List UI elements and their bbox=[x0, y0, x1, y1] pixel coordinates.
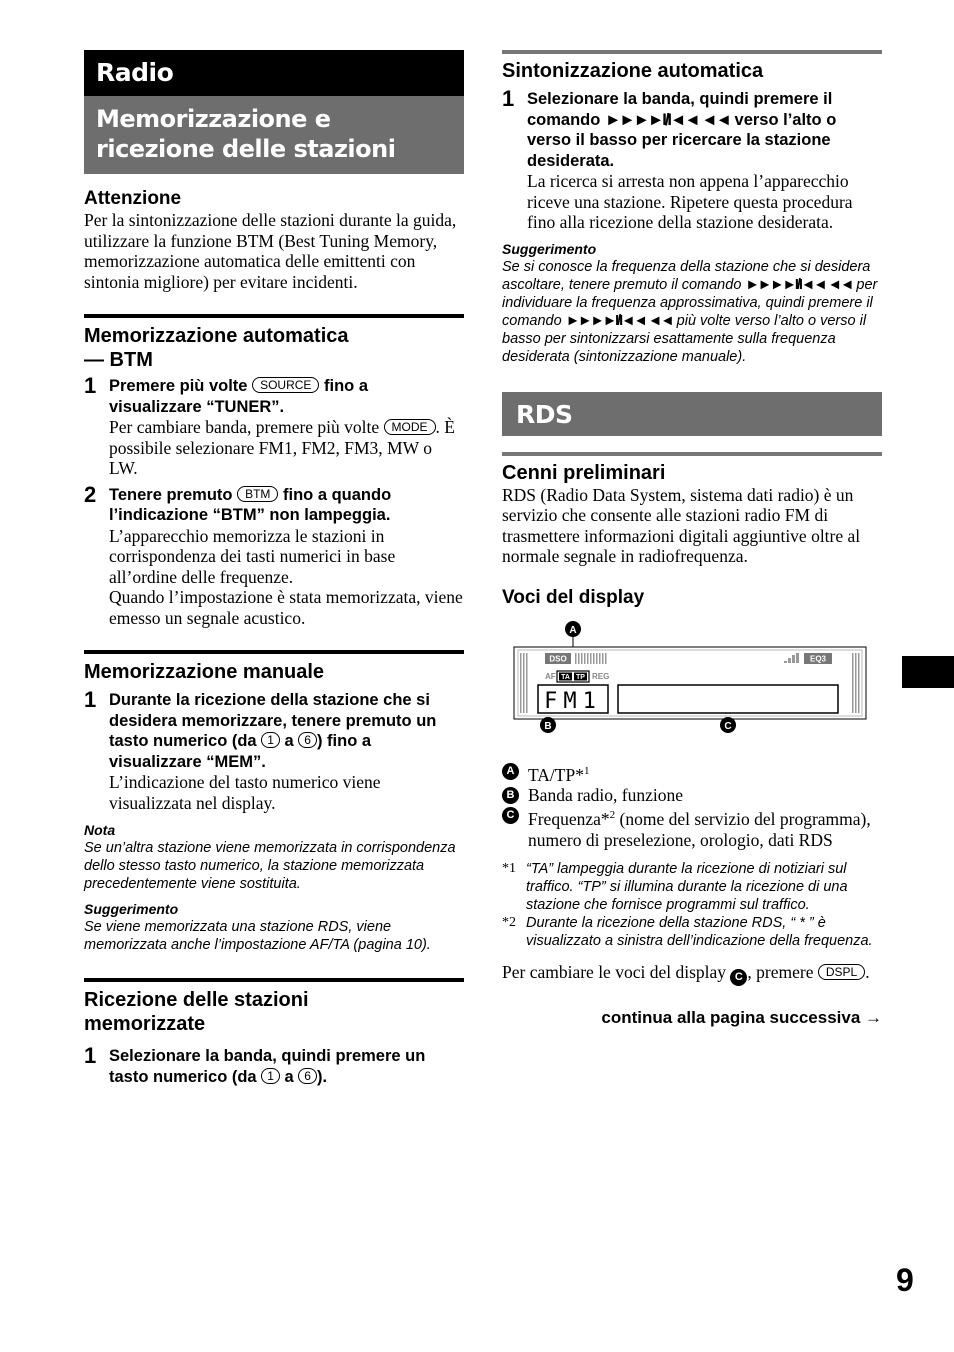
step-number: 1 bbox=[502, 86, 515, 111]
seek-symbol: ►►►►I/I◄◄ ◄◄ bbox=[604, 110, 730, 129]
legend-mark: C bbox=[502, 807, 519, 824]
ricezione-heading-line1: Ricezione delle stazioni bbox=[84, 989, 309, 1011]
source-key: SOURCE bbox=[252, 377, 319, 393]
voci-heading: Voci del display bbox=[502, 586, 645, 608]
ricezione-heading-line2: memorizzate bbox=[84, 1013, 206, 1035]
btm-key: BTM bbox=[237, 486, 278, 502]
sint-heading: Sintonizzazione automatica bbox=[502, 60, 764, 82]
key-1: 1 bbox=[261, 732, 280, 748]
step-number: 2 bbox=[84, 481, 97, 507]
section-title: Memorizzazione e ricezione delle stazioni bbox=[84, 96, 464, 174]
marker-a: A bbox=[569, 624, 577, 636]
btm-heading-line1: Memorizzazione automatica bbox=[84, 325, 349, 347]
nota-title: Nota bbox=[84, 822, 116, 838]
footnote-1: *1 “TA” lampeggia durante la ricezione di notiziari sul traffico. “TP” si illumina durante la ricezione di una stazione che fornisce programmi sul traffico. bbox=[502, 861, 848, 914]
step-body: Per cambiare banda, premere più volte MODE . È possibile selezionare FM1, FM2, FM3, MW o LW. bbox=[109, 417, 455, 478]
manuale-step-1 bbox=[84, 687, 464, 813]
step-heading: Tenere premuto BTM fino a quando l’indicazione “BTM” non lampeggia. bbox=[109, 485, 392, 524]
cenni-heading: Cenni preliminari bbox=[502, 461, 666, 484]
right-column bbox=[502, 50, 882, 1028]
eq3-label: EQ3 bbox=[809, 654, 827, 663]
sint-sugg-text: Se si conosce la frequenza della stazione che si desidera ascoltare, tenere premuto il comando ►►►►I/I◄◄ ◄◄ per individuare la frequenza approssimativa, quindi premere il comando ►►►►I/I◄◄ ◄◄ più volte verso l’alto o verso il basso per sintonizzarsi esattamente sulla frequenza desiderata (sintonizzazione manuale). bbox=[502, 258, 878, 365]
attenzione-heading: Attenzione bbox=[84, 188, 182, 209]
legend-item-c: C Frequenza*$^2$ (nome del servizio del programma), numero di preselezione, orologio, dati RDS bbox=[502, 805, 882, 850]
step-number: 1 bbox=[84, 373, 97, 398]
btm-step-2 bbox=[84, 481, 464, 629]
step-number: 1 bbox=[84, 1043, 97, 1068]
sint-step-1 bbox=[502, 86, 882, 233]
tp-label: TP bbox=[576, 673, 585, 681]
page-number: 9 bbox=[896, 1262, 914, 1298]
step-heading: Selezionare la banda, quindi premere un tasto numerico (da 1 a 6 ). bbox=[109, 1047, 426, 1086]
marker-b: B bbox=[544, 720, 552, 732]
step-number: 1 bbox=[84, 687, 97, 712]
nota-text: Se un’altra stazione viene memorizzata in corrispondenza dello stesso tasto numerico, la stazione memorizzata precedentemente viene sostituita. bbox=[84, 840, 456, 892]
step-heading: Selezionare la banda, quindi premere il comando ►►►►I/I◄◄ ◄◄ verso l’alto o verso il basso per ricercare la stazione desiderata. bbox=[527, 90, 837, 170]
band-label: FM1 bbox=[544, 688, 602, 714]
step-body: La ricerca si arresta non appena l’apparecchio riceve una stazione. Ripetere questa procedura fino alla ricezione della stazione desiderata. bbox=[527, 171, 853, 232]
marker-c: C bbox=[724, 720, 732, 732]
radio-title: Radio bbox=[84, 50, 464, 96]
display-illustration bbox=[502, 615, 882, 759]
btm-heading-line2: — BTM bbox=[84, 349, 153, 371]
mode-key: MODE bbox=[384, 419, 436, 435]
footnote-2: *2 Durante la ricezione della stazione RDS, “ * ” è visualizzato a sinistra dell’indicazione della frequenza. bbox=[502, 915, 873, 950]
step-heading: Durante la ricezione della stazione che si desidera memorizzare, tenere premuto un tasto numerico (da 1 a 6 ) fino a visualizzare “MEM”. bbox=[109, 691, 437, 771]
key-1: 1 bbox=[261, 1068, 280, 1084]
manuale-heading: Memorizzazione manuale bbox=[84, 661, 325, 683]
step-heading: Premere più volte SOURCE fino a visualizzare “TUNER”. bbox=[109, 377, 369, 416]
legend-mark: B bbox=[502, 787, 519, 804]
sugg-text: Se viene memorizzata una stazione RDS, viene memorizzata anche l’impostazione AF/TA (pagina 10). bbox=[84, 919, 431, 953]
continue-next-page: continua alla pagina successiva → bbox=[601, 1008, 882, 1028]
step-body-2: Quando l’impostazione è stata memorizzata, viene emesso un segnale acustico. bbox=[109, 587, 463, 628]
sugg-title: Suggerimento bbox=[84, 901, 179, 917]
rds-title: RDS bbox=[502, 392, 882, 436]
legend-mark: A bbox=[502, 763, 519, 780]
sint-sugg-title: Suggerimento bbox=[502, 240, 597, 257]
step-body-1: L’apparecchio memorizza le stazioni in corrispondenza dei tasti numerici in base all’ordine delle frequenze. bbox=[109, 525, 396, 587]
legend-item-b: B Banda radio, funzione bbox=[502, 785, 882, 806]
legend-mark-inline: C bbox=[730, 969, 747, 986]
btm-step-1 bbox=[84, 373, 464, 479]
key-6: 6 bbox=[298, 732, 317, 748]
af-label: AF bbox=[545, 671, 556, 681]
cenni-text: RDS (Radio Data System, sistema dati radio) è un servizio che consente alle stazioni radio FM di trasmettere informazioni digitali aggiuntive oltre al normale segnale in radiofrequenza. bbox=[502, 484, 861, 566]
display-diagram bbox=[502, 615, 882, 759]
side-tab-marker bbox=[902, 656, 954, 688]
ricezione-step-1 bbox=[84, 1043, 464, 1087]
dso-label: DSO bbox=[549, 654, 567, 663]
legend-item-a: A TA/TP*$^1$ bbox=[502, 761, 882, 785]
btm-heading bbox=[84, 324, 464, 372]
change-display-text: Per cambiare le voci del display C , premere DSPL . bbox=[502, 962, 882, 986]
key-6: 6 bbox=[298, 1068, 317, 1084]
step-body: L’indicazione del tasto numerico viene visualizzata nel display. bbox=[109, 772, 381, 813]
reg-label: REG bbox=[592, 671, 610, 681]
ricezione-heading bbox=[84, 988, 464, 1036]
seek-symbol: ►►►►I/I◄◄ ◄◄ bbox=[565, 312, 673, 329]
ta-label: TA bbox=[561, 673, 570, 681]
attenzione-text: Per la sintonizzazione delle stazioni durante la guida, utilizzare la funzione BTM (Best Tuning Memory, memorizzazione automatica delle emittenti con sintonia migliore) per evitare incidenti. bbox=[84, 210, 457, 292]
seek-symbol: ►►►►I/I◄◄ ◄◄ bbox=[745, 276, 853, 293]
dspl-key: DSPL bbox=[818, 964, 865, 980]
left-column bbox=[84, 50, 464, 1087]
